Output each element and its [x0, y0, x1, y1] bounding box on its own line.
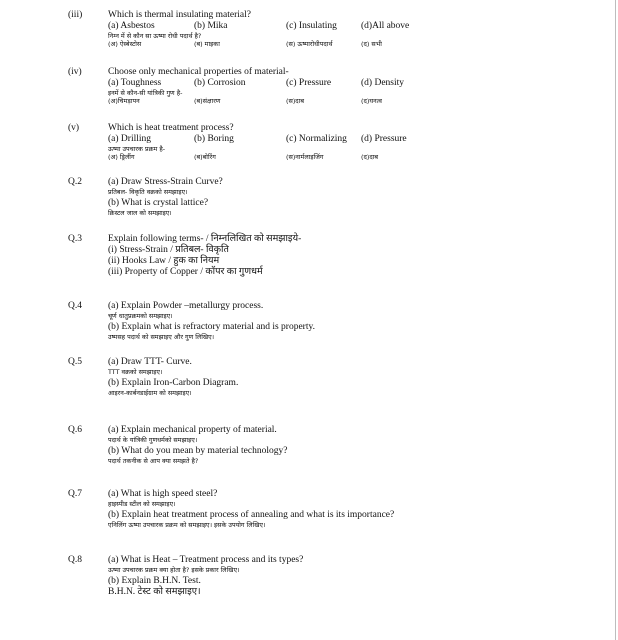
question-number: Q.7	[68, 489, 82, 499]
question-text-hindi: इनमें से कौन-सी यांत्रिकी गुण है-	[108, 89, 183, 97]
question-line: (a) Explain Powder –metallurgy process.	[108, 301, 264, 311]
option: (b) Mika	[194, 21, 228, 31]
question-text: Choose only mechanical properties of material-	[108, 67, 289, 77]
question-text: Which is heat treatment process?	[108, 123, 234, 133]
question-line-hindi: आइरन-कार्बनडाईग्राम को समझाइए।	[108, 389, 192, 397]
question-line-hindi: एनिलिंग ऊष्मा उपचारक प्रक्रम को समझाइए। इसके उपयोग लिखिए।	[108, 521, 266, 529]
option: (d) Pressure	[361, 134, 407, 144]
option: (c) Insulating	[286, 21, 337, 31]
option-hindi: (अ)चिमड़ापन	[108, 97, 140, 105]
question-line: (b) What is crystal lattice?	[108, 198, 209, 208]
question-line-hindi: पदार्थ के यांत्रिकी गुणधर्मको समझाइए।	[108, 436, 198, 444]
option: (b) Corrosion	[194, 78, 246, 88]
options-row-hindi	[108, 40, 608, 49]
question-body	[108, 301, 608, 343]
question-line-hindi: पदार्थ तकनीक से आप क्या समझते है?	[108, 457, 199, 465]
question-number: (v)	[68, 123, 80, 133]
question-line-hindi: हाइस्पीड स्टील को समझाइए।	[108, 500, 176, 508]
question-line-hindi: चूर्ण धातुप्रक्रमको समझाइए।	[108, 312, 173, 320]
question-text-hindi: ऊष्मा उपचारक प्रक्रम है-	[108, 145, 166, 153]
question-number: Q.3	[68, 234, 82, 244]
option: (d)All above	[361, 21, 410, 31]
option-hindi: (स) ऊष्मारोधीपदार्थ	[286, 40, 333, 48]
question-line-hindi: क्रिस्टल जाल को समझाइए।	[108, 209, 172, 217]
option: (c) Normalizing	[286, 134, 347, 144]
option: (b) Boring	[194, 134, 234, 144]
question-line: Explain following terms- / निम्नलिखित को समझाइये-	[108, 234, 302, 244]
question-number: Q.8	[68, 555, 82, 565]
option-hindi: (द) सभी	[361, 40, 382, 48]
question-number: Q.5	[68, 357, 82, 367]
options-row	[108, 78, 608, 89]
question-body	[108, 555, 608, 598]
question-body	[108, 489, 608, 531]
question-number: Q.6	[68, 425, 82, 435]
question-line-hindi: प्रतिबल- विकृति वक्रको समझाइए।	[108, 188, 188, 196]
option: (a) Drilling	[108, 134, 152, 144]
question-line: (b) Explain heat treatment process of annealing and what is its importance?	[108, 510, 395, 520]
question-body	[108, 425, 608, 467]
question-line: (a) Explain mechanical property of material.	[108, 425, 277, 435]
option: (c) Pressure	[286, 78, 332, 88]
option: (d) Density	[361, 78, 405, 88]
question-body	[108, 177, 608, 219]
question-body	[108, 123, 608, 162]
option-hindi: (अ) ऐस्बेस्टोस	[108, 40, 142, 48]
question-line: (a) Draw TTT- Curve.	[108, 357, 192, 367]
question-line: (a) What is Heat – Treatment process and its types?	[108, 555, 304, 565]
option-hindi: (स)दाब	[286, 97, 305, 105]
question-body	[108, 10, 608, 49]
question-line: (i) Stress-Strain / प्रतिबल- विकृति	[108, 245, 229, 255]
question-number: Q.2	[68, 177, 82, 187]
option: (a) Asbestos	[108, 21, 155, 31]
question-text: Which is thermal insulating material?	[108, 10, 251, 20]
question-line: (b) What do you mean by material technology?	[108, 446, 288, 456]
question-line: (b) Explain B.H.N. Test.	[108, 576, 201, 586]
option-hindi: (द)घनत्व	[361, 97, 382, 105]
question-number: (iii)	[68, 10, 83, 20]
question-body	[108, 234, 608, 278]
question-line: (b) Explain what is refractory material and is property.	[108, 322, 315, 332]
page-edge-line	[615, 0, 616, 640]
option-hindi: (अ) ड्रिलींग	[108, 153, 135, 161]
question-line: (a) Draw Stress-Strain Curve?	[108, 177, 223, 187]
question-line: (a) What is high speed steel?	[108, 489, 218, 499]
option-hindi: (ब)बोरिंग	[194, 153, 216, 161]
question-body	[108, 357, 608, 399]
option-hindi: (ब) माइका	[194, 40, 220, 48]
question-line-hindi: ऊष्मा उपचारक प्रक्रम क्या होता है? इसके प्रकार लिखिए।	[108, 566, 240, 574]
option-hindi: (स)नार्मलाइजिंग	[286, 153, 324, 161]
question-line: (b) Explain Iron-Carbon Diagram.	[108, 378, 239, 388]
options-row-hindi	[108, 97, 608, 106]
question-line-hindi: TTT वक्रको समझाइए।	[108, 368, 163, 376]
option-hindi: (ब)संक्षारण	[194, 97, 221, 105]
option: (a) Toughness	[108, 78, 162, 88]
question-line: B.H.N. टेस्ट को समझाइए।	[108, 587, 201, 597]
options-row	[108, 134, 608, 145]
question-line-hindi: उष्मसह पदार्थ को समझाइए और गुण लिखिए।	[108, 333, 215, 341]
question-text-hindi: निम्न में से कौन सा ऊष्मा रोधी पदार्थ है?	[108, 32, 202, 40]
question-line: (iii) Property of Copper / कॉपर का गुणधर्म	[108, 267, 263, 277]
option-hindi: (द)दाब	[361, 153, 379, 161]
question-number: (iv)	[68, 67, 82, 77]
question-line: (ii) Hooks Law / हुक का नियम	[108, 256, 220, 266]
question-body	[108, 67, 608, 106]
options-row	[108, 21, 608, 32]
question-number: Q.4	[68, 301, 82, 311]
options-row-hindi	[108, 153, 608, 162]
